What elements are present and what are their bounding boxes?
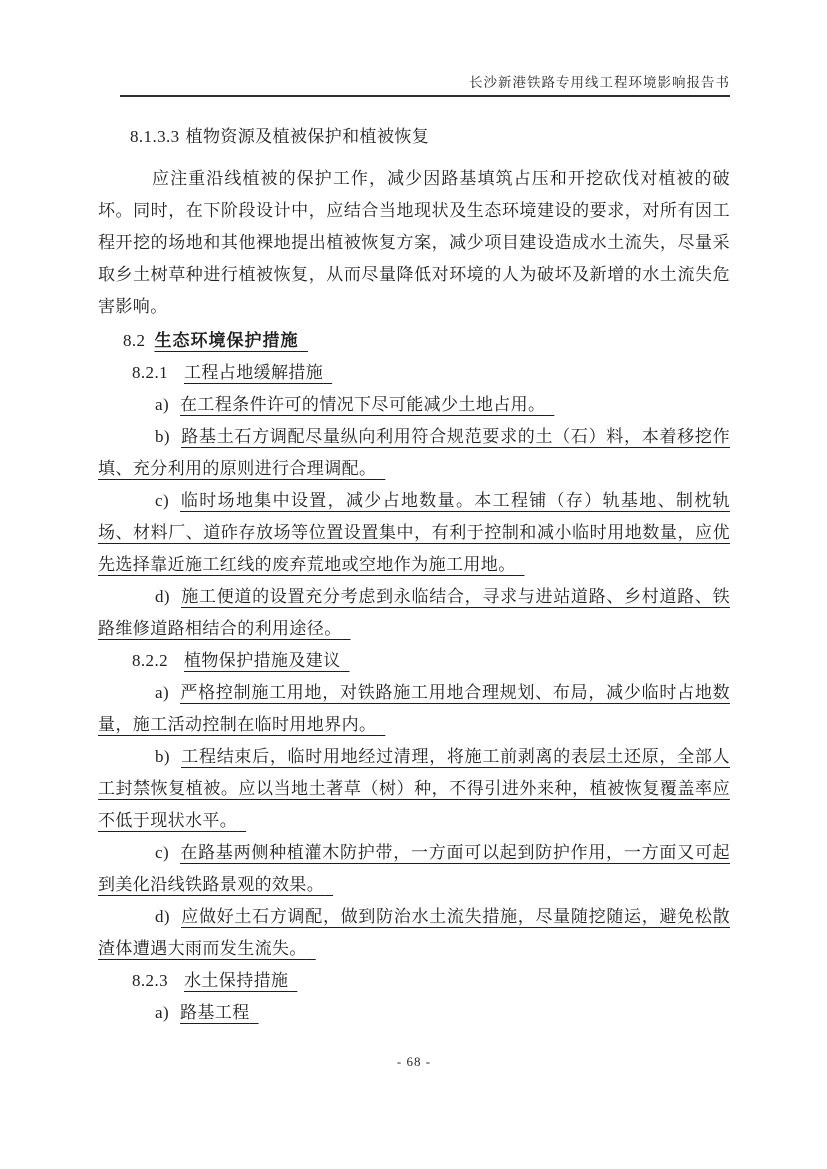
item-marker: d) [155,587,170,606]
heading-8-2-1 [132,357,730,389]
heading-title: 植物保护措施及建议 [184,651,341,670]
header-rule [120,95,730,97]
list-item-821-c [98,485,730,581]
item-text: 严格控制施工用地，对铁路施工用地合理规划、布局，减少临时占地数量，施工活动控制在临时用地界内。 [98,683,730,734]
heading-8-2-2 [132,645,730,677]
document-content [98,121,730,1029]
item-marker: b) [155,747,170,766]
list-item-822-a [98,677,730,741]
item-marker: a) [155,683,170,702]
heading-title: 工程占地缓解措施 [184,363,324,382]
list-item-821-b [98,421,730,485]
heading-number: 8.1.3.3 [130,127,180,146]
heading-8-1-3-3 [130,121,730,153]
item-text: 工程结束后，临时用地经过清理，将施工前剥离的表层土还原，全部人工封禁恢复植被。应以当地土著草（树）种，不得引进外来种，植被恢复覆盖率应不低于现状水平。 [98,747,730,830]
heading-title: 生态环境保护措施 [154,331,299,350]
header-title: 长沙新港铁路专用线工程环境影响报告书 [469,75,730,90]
item-text: 路基工程 [180,1003,250,1022]
item-text: 应做好土石方调配，做到防治水土流失措施，尽量随挖随运，避免松散渣体遭遇大雨而发生流失。 [98,907,730,958]
list-item-823-a [98,997,730,1029]
heading-number: 8.2.2 [132,651,168,670]
heading-8-2 [123,325,730,357]
item-marker: c) [155,843,170,862]
item-marker: c) [155,491,170,510]
item-text: 施工便道的设置充分考虑到永临结合，寻求与进站道路、乡村道路、铁路维修道路相结合的利用途径。 [98,587,730,638]
heading-title: 水土保持措施 [184,971,289,990]
item-text: 在路基两侧种植灌木防护带，一方面可以起到防护作用，一方面又可起到美化沿线铁路景观的效果。 [98,843,730,894]
item-marker: a) [155,1003,170,1022]
heading-8-2-3 [132,965,730,997]
page-header [0,0,827,97]
item-marker: d) [155,907,170,926]
list-item-821-a [98,389,730,421]
heading-number: 8.2 [123,331,146,350]
item-text: 在工程条件许可的情况下尽可能减少土地占用。 [180,395,546,414]
item-text: 路基土石方调配尽量纵向利用符合规范要求的土（石）料，本着移挖作填、充分利用的原则进行合理调配。 [98,427,730,478]
page-number: - 68 - [396,1054,432,1069]
heading-title: 植物资源及植被保护和植被恢复 [185,127,430,146]
item-marker: b) [155,427,170,446]
item-marker: a) [155,395,170,414]
item-text: 临时场地集中设置，减少占地数量。本工程铺（存）轨基地、制枕轨场、材料厂、道砟存放场等位置设置集中，有利于控制和减小临时用地数量，应优先选择靠近施工红线的废弃荒地或空地作为施工用地。 [98,491,730,574]
paragraph-vegetation-protection: 应注重沿线植被的保护工作，减少因路基填筑占压和开挖砍伐对植被的破坏。同时，在下阶段设计中，应结合当地现状及生态环境建设的要求，对所有因工程开挖的场地和其他裸地提出植被恢复方案，减少项目建设造成水土流失，尽量采取乡土树草种进行植被恢复，从而尽量降低对环境的人为破坏及新增的水土流失危害影响。 [98,169,730,316]
heading-number: 8.2.1 [132,363,168,382]
list-item-821-d [98,581,730,645]
list-item-822-c [98,837,730,901]
list-item-822-b [98,741,730,837]
list-item-822-d [98,901,730,965]
heading-number: 8.2.3 [132,971,168,990]
